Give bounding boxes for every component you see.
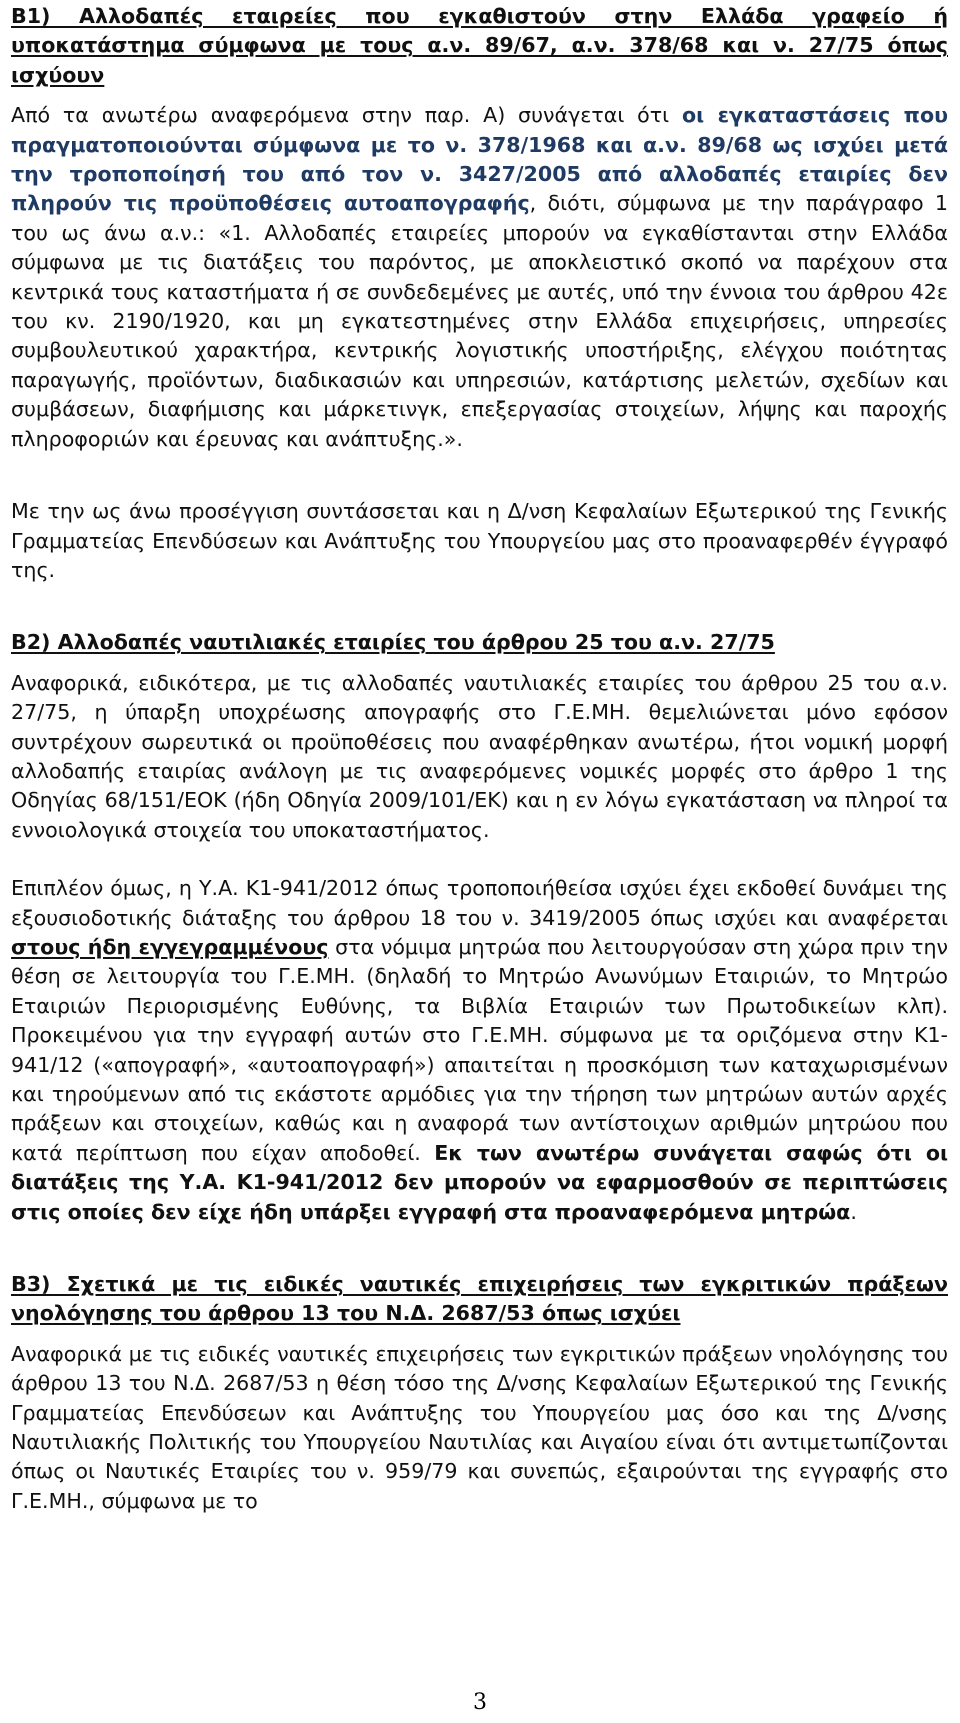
section-b3-heading <box>11 1270 948 1329</box>
b1-p1-intro: Από τα ανωτέρω αναφερόμενα στην παρ. Α) συνάγεται ότι <box>11 103 682 128</box>
b2-p2-intro: Επιπλέον όμως, η Υ.Α. Κ1-941/2012 όπως τροποποιήθείσα ισχύει έχει εκδοθεί δυνάμει της εξουσιοδοτικής διάταξης του άρθρου 18 του ν. 3419/2005 όπως ισχύει και αναφέρεται <box>11 876 948 930</box>
section-b1-heading <box>11 2 948 90</box>
b2-p2-bold-conclusion: Εκ των ανωτέρω συνάγεται σαφώς ότι οι διατάξεις της Υ.Α. Κ1-941/2012 δεν μπορούν να εφαρμοσθούν σε περιπτώσεις στις οποίες δεν είχε ήδη υπάρξει εγγραφή στα προαναφερόμενα μητρώα <box>11 1140 948 1224</box>
b1-p1-bold-conclusion: οι εγκαταστάσεις που πραγματοποιούνται σύμφωνα με το ν. 378/1968 και α.ν. 89/68 ως ισχύει μετά την τροποποίησή του από τον ν. 3427/2005 από αλλοδαπές εταιρίες δεν πληρούν τις προϋποθέσεις αυτοαπογραφής <box>11 103 948 216</box>
section-b1-heading-text: Β1) Αλλοδαπές εταιρείες που εγκαθιστούν στην Ελλάδα γραφείο ή υποκατάστημα σύμφωνα με τους α.ν. 89/67, α.ν. 378/68 και ν. 27/75 όπως ισχύουν <box>11 4 948 87</box>
b2-p2-body: στα νόμιμα μητρώα που λειτουργούσαν στη χώρα πριν την θέση σε λειτουργία του Γ.Ε.ΜΗ. (δηλαδή το Μητρώο Ανωνύμων Εταιριών, το Μητρώο Εταιριών Περιορισμένης Ευθύνης, τα Βιβλία Εταιριών των Πρωτοδικείων κλπ). Προκειμένου για την εγγραφή αυτών στο Γ.Ε.ΜΗ. σύμφωνα με τα οριζόμενα στην Κ1-941/12 («απογραφή», «αυτοαπογραφή») απαιτείται η προσκόμιση των καταχωρισμένων και τηρούμενων από τις εκάστοτε αρμόδιες για την τήρηση των μητρώων αυτών αρχές πράξεων και στοιχείων, καθώς και η αναφορά των αντίστοιχων αριθμών μητρώου που κατά περίπτωση που είχαν αποδοθεί. <box>11 934 949 1165</box>
section-b2-paragraph-1: Αναφορικά, ειδικότερα, με τις αλλοδαπές ναυτιλιακές εταιρίες του άρθρου 25 του α.ν. 27/75, η ύπαρξη υποχρέωσης απογραφής στο Γ.Ε.ΜΗ. θεμελιώνεται μόνο εφόσον συντρέχουν σωρευτικά οι προϋποθέσεις που αναφέρθηκαν ανωτέρω, ήτοι νομική μορφή αλλοδαπής εταιρίας ανάλογη με τις αναφερόμενες νομικές μορφές στο άρθρο 1 της Οδηγίας 68/151/ΕΟΚ (ήδη Οδηγία 2009/101/ΕΚ) και η εν λόγω εγκατάσταση να πληροί τα εννοιολογικά στοιχεία του υποκαταστήματος. <box>11 670 948 842</box>
section-b3-paragraph-1: Αναφορικά με τις ειδικές ναυτικές επιχειρήσεις των εγκριτικών πράξεων νηολόγησης του άρθρου 13 του Ν.Δ. 2687/53 η θέση τόσο της Δ/νσης Κεφαλαίων Εξωτερικού της Γενικής Γραμματείας Επενδύσεων και Ανάπτυξης του Υπουργείου μας όσο και της Δ/νσης Ναυτιλιακής Πολιτικής του Υπουργείου Ναυτιλίας και Αιγαίου είναι ότι αντιμετωπίζονται όπως οι Ναυτικές Εταιρίες του ν. 959/79 και συνεπώς, εξαιρούνται της εγγραφής στο Γ.Ε.ΜΗ., σύμφωνα με το <box>11 1341 948 1513</box>
section-b1-paragraph-1 <box>11 101 948 454</box>
section-b1-paragraph-2: Με την ως άνω προσέγγιση συντάσσεται και η Δ/νση Κεφαλαίων Εξωτερικού της Γενικής Γραμματείας Επενδύσεων και Ανάπτυξης του Υπουργείου μας στο προαναφερθέν έγγραφό της. <box>11 499 948 582</box>
b1-p1-quote: , διότι, σύμφωνα με την παράγραφο 1 του ως άνω α.ν.: «1. Αλλοδαπές εταιρείες μπορούν να εγκαθίστανται στην Ελλάδα σύμφωνα με τις διατάξεις του παρόντος, με αποκλειστικό σκοπό να παρέχουν στα κεντρικά τους καταστήματα ή σε συνδεδεμένες με αυτές, υπό την έννοια του άρθρου 42ε του κν. 2190/1920, και μη εγκατεστημένες στην Ελλάδα επιχειρήσεις, υπηρεσίες συμβουλευτικού χαρακτήρα, κεντρικής λογιστικής υποστήριξης, ελέγχου ποιότητας παραγωγής, προϊόντων, διαδικασιών και υπηρεσιών, κατάρτισης μελετών, σχεδίων και συμβάσεων, διαφήμισης και μάρκετινγκ, επεξεργασίας στοιχείων, λήψης και παροχής πληροφοριών και έρευνας και ανάπτυξης.». <box>11 191 948 451</box>
section-b2-heading-text: Β2) Αλλοδαπές ναυτιλιακές εταιρίες του άρθρου 25 του α.ν. 27/75 <box>11 630 775 655</box>
page-number: 3 <box>473 1690 487 1715</box>
section-b2-heading <box>11 628 948 657</box>
b2-p2-bold-underlined: στους ήδη εγγεγραμμένους <box>11 934 329 959</box>
section-b3-heading-text: Β3) Σχετικά με τις ειδικές ναυτικές επιχειρήσεις των εγκριτικών πράξεων νηολόγησης του άρθρου 13 του Ν.Δ. 2687/53 όπως ισχύει <box>11 1272 948 1326</box>
b2-p2-end: . <box>850 1199 857 1224</box>
section-b2-paragraph-2 <box>11 874 948 1227</box>
